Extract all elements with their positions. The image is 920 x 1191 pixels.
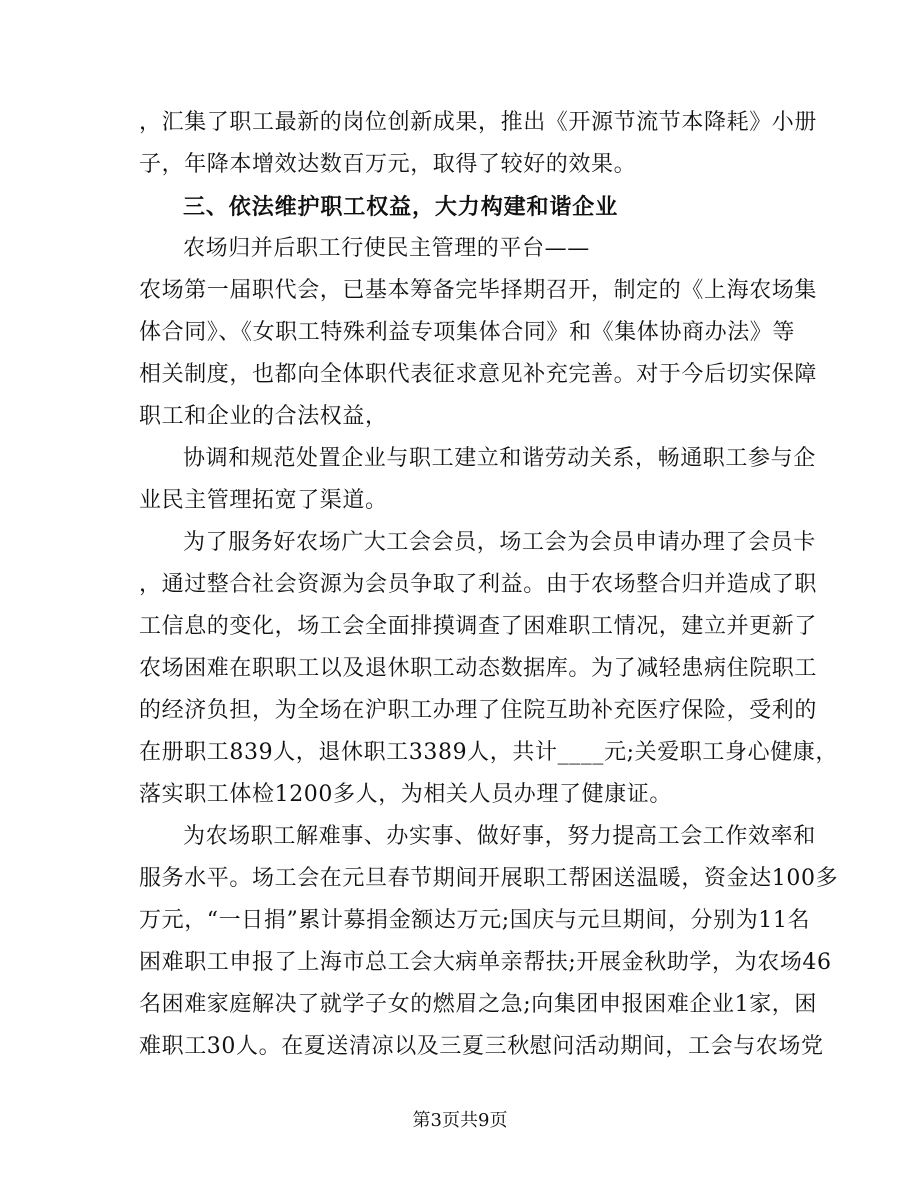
text-line: 子，年降本增效达数百万元，取得了较好的效果。 bbox=[139, 152, 637, 177]
text-line: 为了服务好农场广大工会会员，场工会为会员申请办理了会员卡 bbox=[183, 530, 816, 555]
text-line: 的经济负担，为全场在沪职工办理了住院互助补充医疗保险，受利的 bbox=[139, 698, 818, 723]
text-line: 相关制度，也都向全体职代表征求意见补充完善。对于今后切实保障 bbox=[139, 362, 818, 387]
text-line: 服务水平。场工会在元旦春节期间开展职工帮困送温暖，资金达100多 bbox=[139, 866, 839, 891]
text-line: 农场困难在职职工以及退休职工动态数据库。为了减轻患病住院职工 bbox=[139, 656, 818, 681]
text-line: 名困难家庭解决了就学子女的燃眉之急;向集团申报困难企业1家，困 bbox=[139, 992, 818, 1017]
text-line: 协调和规范处置企业与职工建立和谐劳动关系，畅通职工参与企 bbox=[183, 446, 816, 471]
text-line: 体合同》、《女职工特殊利益专项集体合同》和《集体协商办法》等 bbox=[139, 320, 796, 345]
text-line: ，汇集了职工最新的岗位创新成果，推出《开源节流节本降耗》小册 bbox=[139, 110, 818, 135]
text-line: 为农场职工解难事、办实事、做好事，努力提高工会工作效率和 bbox=[183, 824, 816, 849]
text-line: 工信息的变化，场工会全面排摸调查了困难职工情况，建立并更新了 bbox=[139, 614, 818, 639]
text-line: 落实职工体检1200多人，为相关人员办理了健康证。 bbox=[139, 782, 672, 807]
text-line: 万元，“一日捐”累计募捐金额达万元;国庆与元旦期间，分别为11名 bbox=[139, 908, 811, 933]
text-line: 困难职工申报了上海市总工会大病单亲帮扶;开展金秋助学，为农场46 bbox=[139, 950, 832, 975]
text-line: 难职工30人。在夏送清凉以及三夏三秋慰问活动期间，工会与农场党 bbox=[139, 1034, 824, 1059]
section-heading: 三、依法维护职工权益，大力构建和谐企业 bbox=[183, 194, 619, 220]
text-line: 职工和企业的合法权益， bbox=[139, 404, 388, 429]
text-line: 农场归并后职工行使民主管理的平台—— bbox=[183, 236, 590, 261]
text-line: 农场第一届职代会，已基本筹备完毕择期召开，制定的《上海农场集 bbox=[139, 278, 818, 303]
text-line: 在册职工839人，退休职工3389人，共计____元;关爱职工身心健康， bbox=[139, 740, 838, 765]
page-number: 第3页共9页 bbox=[412, 1110, 508, 1131]
text-line: ，通过整合社会资源为会员争取了利益。由于农场整合归并造成了职 bbox=[139, 572, 818, 597]
text-line: 业民主管理拓宽了渠道。 bbox=[139, 488, 388, 513]
